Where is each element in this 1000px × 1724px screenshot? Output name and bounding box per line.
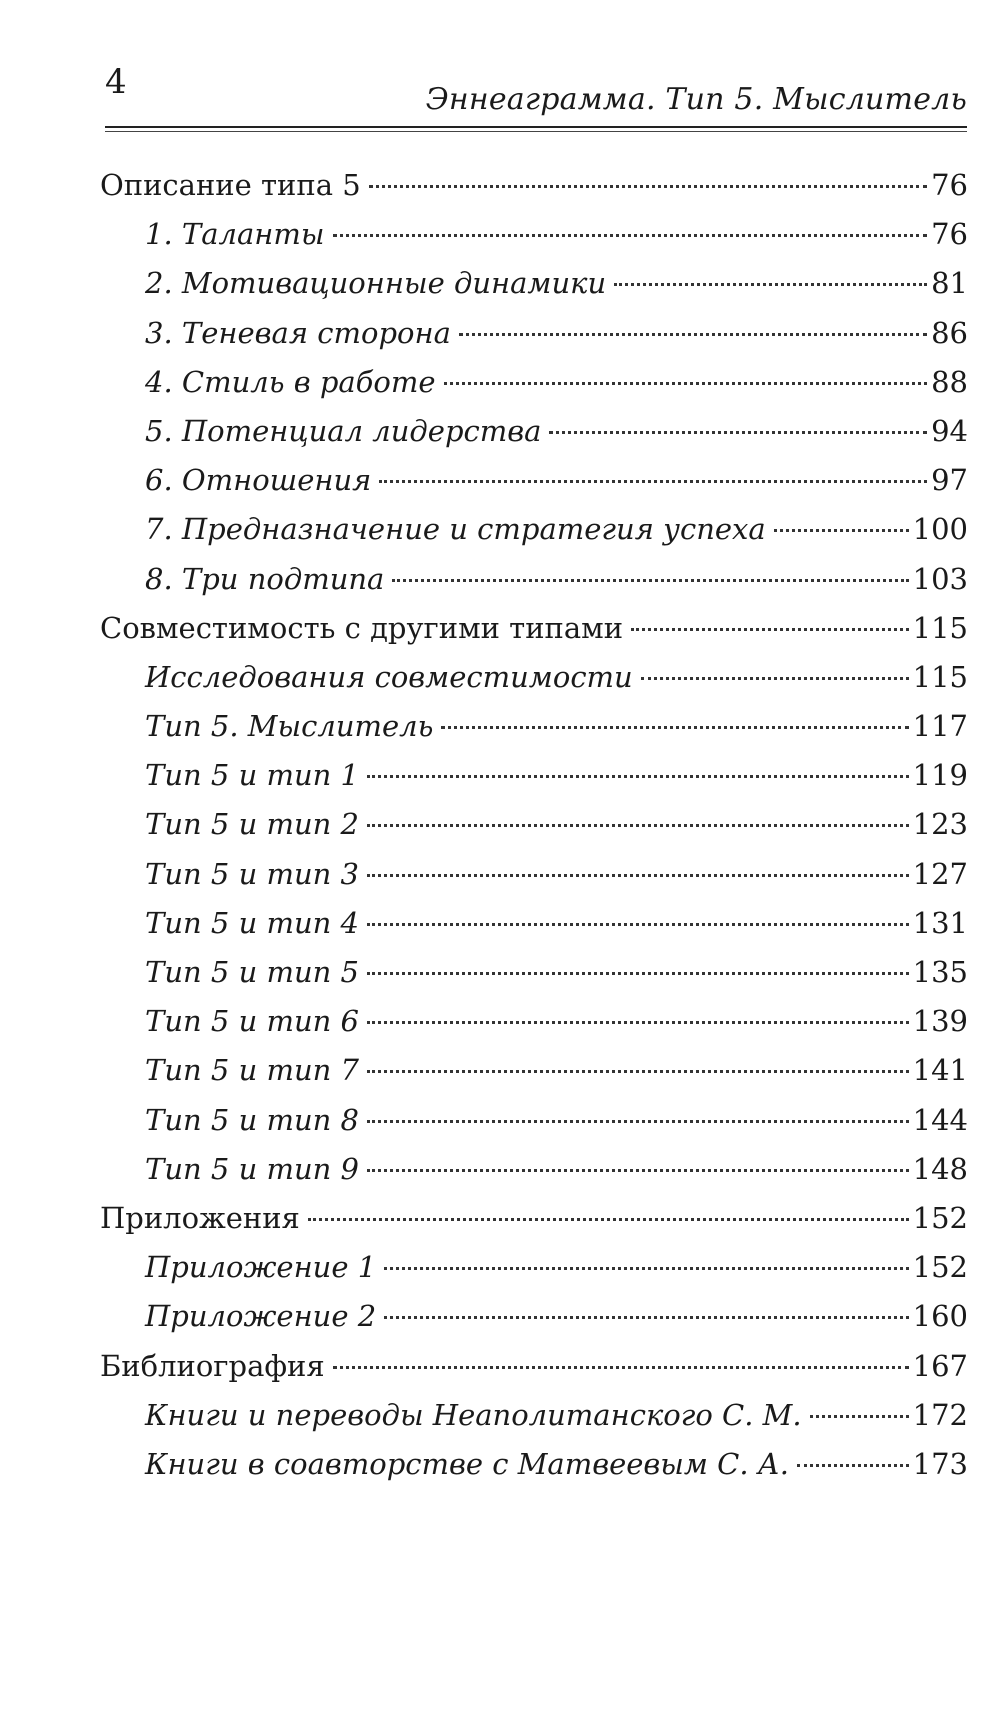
page-number: 4 (105, 62, 127, 102)
toc-dot-leader (614, 283, 927, 286)
toc-entry-title: Тип 5 и тип 1 (145, 758, 360, 793)
toc-entry-page: 123 (912, 807, 968, 842)
header-rule (105, 126, 967, 128)
toc-entry-page: 160 (912, 1299, 968, 1334)
toc-entry (100, 1297, 968, 1346)
table-of-contents (100, 166, 968, 1494)
toc-entry (100, 1002, 968, 1051)
toc-entry (100, 1248, 968, 1297)
toc-entry-page: 86 (931, 315, 968, 350)
toc-entry-page: 119 (912, 758, 968, 793)
toc-dot-leader (810, 1415, 909, 1418)
toc-dot-leader (367, 1021, 909, 1024)
toc-entry (100, 904, 968, 953)
toc-entry-title: Тип 5 и тип 6 (145, 1004, 360, 1039)
toc-entry-page: 173 (912, 1446, 968, 1481)
toc-dot-leader (367, 923, 909, 926)
toc-entry-title: 6. Отношения (145, 463, 372, 498)
toc-entry-title: Описание типа 5 (100, 168, 361, 202)
toc-entry-page: 141 (912, 1053, 968, 1088)
toc-entry-title: 4. Стиль в работе (145, 364, 436, 399)
toc-entry (100, 461, 968, 510)
toc-entry (100, 510, 968, 559)
toc-entry (100, 805, 968, 854)
running-header (105, 62, 967, 122)
toc-entry-page: 127 (912, 856, 968, 891)
toc-entry-page: 139 (912, 1004, 968, 1039)
toc-entry (100, 756, 968, 805)
toc-dot-leader (367, 1169, 909, 1172)
toc-dot-leader (333, 1366, 909, 1369)
toc-entry (100, 166, 968, 215)
toc-entry-title: Тип 5 и тип 3 (145, 856, 360, 891)
toc-dot-leader (367, 824, 909, 827)
toc-dot-leader (797, 1464, 909, 1467)
toc-entry-title: Тип 5. Мыслитель (145, 709, 434, 744)
toc-entry (100, 560, 968, 609)
toc-dot-leader (367, 874, 909, 877)
toc-entry-title: 2. Мотивационные динамики (145, 266, 607, 301)
toc-entry-title: Приложение 2 (145, 1299, 377, 1334)
toc-entry-title: Тип 5 и тип 5 (145, 955, 360, 989)
toc-entry-title: Тип 5 и тип 2 (145, 807, 360, 842)
toc-entry-title: 3. Теневая сторона (145, 315, 451, 350)
toc-entry-page: 144 (912, 1102, 968, 1137)
toc-entry-title: Книги и переводы Неаполитанского С. М. (145, 1397, 802, 1432)
toc-dot-leader (441, 726, 908, 729)
toc-entry-page: 115 (912, 610, 968, 645)
toc-dot-leader (444, 382, 928, 385)
toc-entry-title: 7. Предназначение и стратегия успеха (145, 512, 766, 547)
toc-dot-leader (384, 1267, 908, 1270)
toc-entry-title: 5. Потенциал лидерства (145, 413, 542, 448)
toc-entry (100, 1101, 968, 1150)
toc-entry-title: Книги в соавторстве с Матвеевым С. А. (145, 1446, 789, 1481)
toc-entry-title: Библиография (100, 1348, 325, 1383)
toc-dot-leader (369, 185, 927, 188)
toc-entry (100, 855, 968, 904)
toc-entry (100, 707, 968, 756)
toc-entry (100, 1051, 968, 1100)
toc-entry-title: Приложение 1 (145, 1250, 377, 1285)
toc-dot-leader (641, 677, 909, 680)
toc-entry (100, 1347, 968, 1396)
toc-entry-title: 1. Таланты (145, 217, 325, 252)
toc-entry-title: Тип 5 и тип 7 (145, 1053, 360, 1088)
toc-entry-page: 135 (912, 955, 968, 989)
toc-entry (100, 363, 968, 412)
toc-entry-page: 152 (912, 1250, 968, 1285)
toc-entry (100, 1199, 968, 1248)
book-title: Эннеаграмма. Тип 5. Мыслитель (425, 82, 967, 117)
toc-entry-page: 103 (912, 561, 968, 596)
header-rule-thin (105, 131, 967, 132)
toc-entry (100, 264, 968, 313)
toc-entry-title: Приложения (100, 1200, 300, 1235)
toc-entry (100, 1396, 968, 1445)
toc-entry-page: 97 (931, 463, 968, 498)
toc-dot-leader (379, 480, 927, 483)
toc-dot-leader (367, 775, 909, 778)
toc-entry-page: 152 (912, 1200, 968, 1235)
toc-dot-leader (367, 1120, 909, 1123)
toc-dot-leader (631, 628, 909, 631)
toc-entry-title: Тип 5 и тип 4 (145, 905, 360, 940)
toc-entry-page: 76 (931, 168, 968, 202)
toc-entry-page: 167 (912, 1348, 968, 1383)
toc-entry-page: 131 (912, 905, 968, 940)
toc-entry (100, 609, 968, 658)
toc-entry-page: 100 (912, 512, 968, 547)
toc-dot-leader (549, 431, 927, 434)
toc-entry-page: 172 (912, 1397, 968, 1432)
toc-entry (100, 1445, 968, 1494)
toc-dot-leader (459, 333, 927, 336)
toc-entry-title: Тип 5 и тип 9 (145, 1151, 360, 1186)
toc-entry-title: 8. Три подтипа (145, 561, 385, 596)
toc-dot-leader (367, 972, 909, 975)
toc-entry-title: Тип 5 и тип 8 (145, 1102, 360, 1137)
toc-entry (100, 1150, 968, 1199)
toc-entry (100, 412, 968, 461)
toc-entry-page: 115 (912, 659, 968, 694)
toc-entry-page: 117 (912, 709, 968, 744)
toc-entry-title: Исследования совместимости (145, 659, 633, 694)
toc-dot-leader (367, 1070, 909, 1073)
toc-entry-page: 94 (931, 413, 968, 448)
toc-entry (100, 215, 968, 264)
toc-entry-page: 81 (931, 266, 968, 301)
toc-dot-leader (774, 529, 909, 532)
toc-dot-leader (392, 579, 908, 582)
toc-entry (100, 953, 968, 1002)
toc-entry-page: 88 (931, 364, 968, 399)
toc-entry (100, 658, 968, 707)
toc-entry-title: Совместимость с другими типами (100, 610, 624, 645)
toc-dot-leader (384, 1316, 908, 1319)
toc-dot-leader (333, 234, 928, 237)
toc-entry-page: 76 (931, 217, 968, 252)
toc-dot-leader (308, 1218, 909, 1221)
toc-entry (100, 314, 968, 363)
toc-entry-page: 148 (912, 1151, 968, 1186)
